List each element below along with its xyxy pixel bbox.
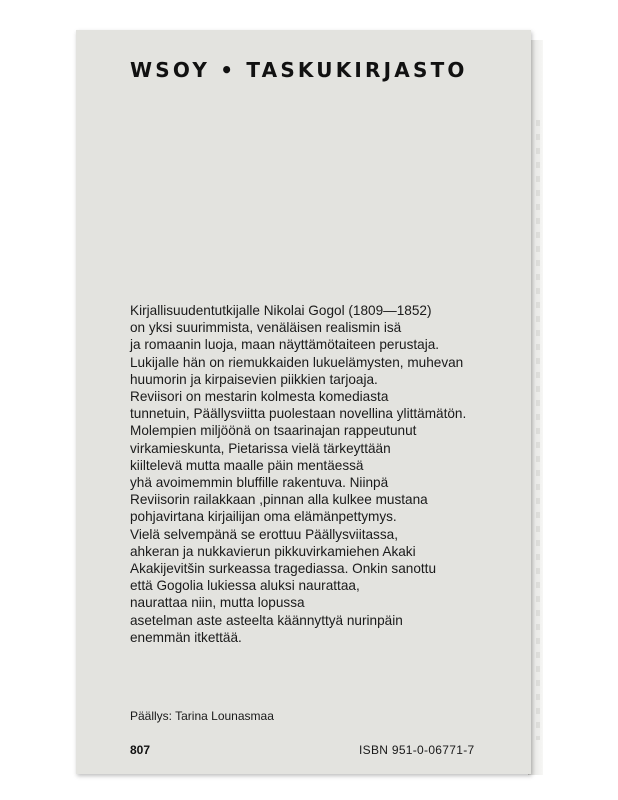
blurb-line: pohjavirtana kirjailijan oma elämänpettymys. (130, 509, 397, 525)
blurb-line: asetelman aste asteelta käännyttyä nurinpäin (130, 612, 403, 628)
blurb-line: enemmän itkettää. (130, 629, 242, 645)
series-number: 807 (130, 743, 151, 757)
blurb-line: Akakijevitšin surkeassa tragediassa. Onkin sanottu (130, 561, 437, 577)
isbn-number: ISBN 951-0-06771-7 (359, 743, 475, 757)
blurb-line: ahkeran ja nukkavierun pikkuvirkamiehen Akaki (130, 543, 416, 559)
cover-design-credit: Päällys: Tarina Lounasmaa (130, 709, 274, 723)
blurb-line: tunnetuin, Päällysviitta puolestaan novellina ylittämätön. (130, 406, 467, 422)
blurb-line: Molempien miljöönä on tsaarinajan rappeutunut (130, 423, 417, 439)
blurb-line: että Gogolia lukiessa aluksi naurattaa, (130, 578, 360, 594)
series-title: WSOY • TASKUKIRJASTO (130, 58, 468, 82)
blurb-line: yhä avoimemmin bluffille rakentuva. Niinpä (130, 475, 389, 491)
blurb-text (130, 302, 500, 646)
blurb-line: ja romaanin luoja, maan näyttämötaiteen perustaja. (130, 337, 440, 353)
blurb-line: on yksi suurimmista, venäläisen realismin isä (130, 320, 402, 336)
blurb-line: Lukijalle hän on riemukkaiden lukuelämysten, muhevan (130, 354, 464, 370)
blurb-line: kiiltelevä mutta maalle päin mentäessä (130, 457, 364, 473)
blurb-line: Vielä selvempänä se erottuu Päällysviitassa, (130, 526, 398, 542)
blurb-line: Kirjallisuudentutkijalle Nikolai Gogol (1809—1852) (130, 303, 432, 318)
blurb-line: virkamieskunta, Pietarissa vielä tärkeyttään (130, 440, 391, 456)
blurb-line: naurattaa niin, mutta lopussa (130, 595, 305, 611)
blurb-line: Reviisorin railakkaan ,pinnan alla kulkee mustana (130, 492, 428, 508)
blurb-line: huumorin ja kirpaisevien piikkien tarjoaja. (130, 371, 378, 387)
blurb-line: Reviisori on mestarin kolmesta komediasta (130, 389, 389, 405)
